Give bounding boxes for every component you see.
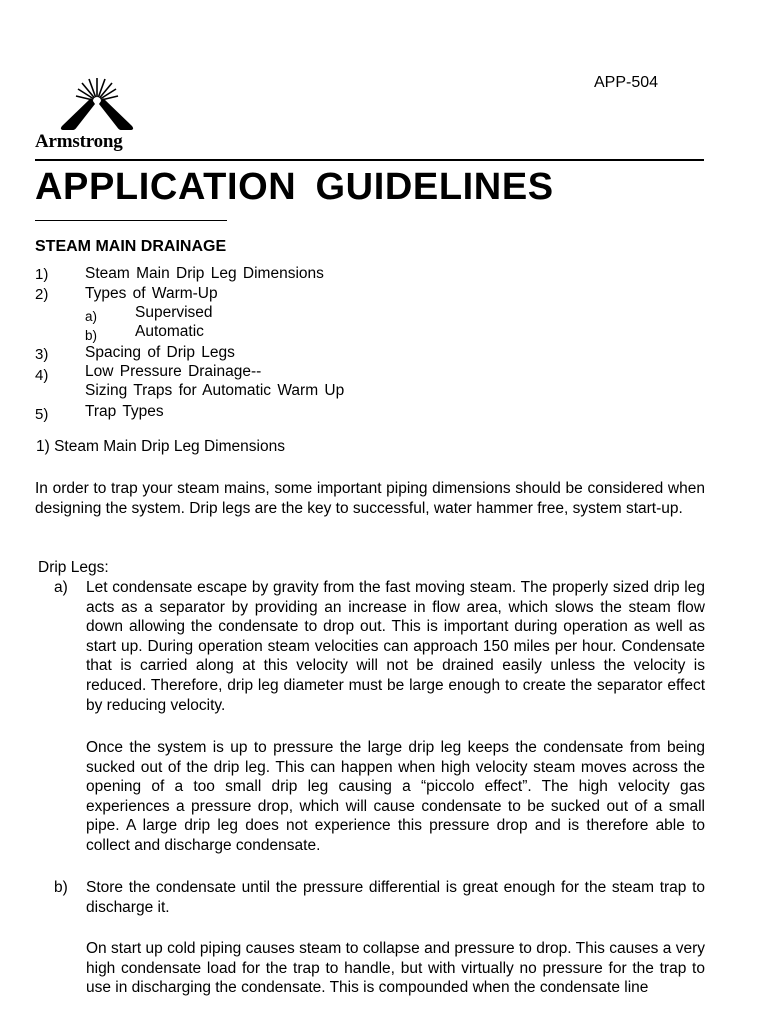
- title-underline: [35, 220, 227, 221]
- toc-item: Supervised: [135, 304, 213, 321]
- toc-item: Types of Warm-Up: [85, 285, 218, 302]
- header-rule: [35, 159, 704, 161]
- document-number: APP-504: [594, 74, 659, 91]
- toc-number: b): [85, 328, 98, 343]
- item-a-paragraph-2: Once the system is up to pressure the large drip leg keeps the condensate from being sucked out of the drip leg. This can happen when high velocity steam moves across the opening of a too small drip leg causing a “piccolo effect”. The high velocity gas experiences a pressure drop, which will cause condensate to be sucked out of a small pipe. A large drip leg does not experience this pressure drop and is therefore able to collect and discharge condensate.: [86, 739, 705, 854]
- drip-legs-label: Drip Legs:: [38, 559, 109, 576]
- item-b-paragraph: Store the condensate until the pressure differential is great enough for the steam trap to discharge it.: [86, 879, 705, 916]
- toc-item: Steam Main Drip Leg Dimensions: [85, 265, 324, 282]
- item-marker: b): [54, 879, 68, 896]
- item-a-paragraph: Let condensate escape by gravity from the fast moving steam. The properly sized drip leg acts as a separator by providing an increase in flow area, which slows the steam flow down allowing the condensate to drop out. This is important during operation as well as start up. During operation steam velocities can approach 150 miles per hour. Condensate that is carried along at this velocity will not be drained easily unless the velocity is reduced. Therefore, drip leg diameter must be large enough to create the separator effect by reducing velocity.: [86, 579, 705, 714]
- brand-name: Armstrong: [35, 131, 123, 152]
- toc-number: 1): [35, 266, 49, 283]
- toc-item: Spacing of Drip Legs: [85, 344, 235, 361]
- item-b-paragraph-2: On start up cold piping causes steam to collapse and pressure to drop. This causes a very high condensate load for the trap to handle, but with virtually no pressure for the trap to use in discharging the condensate. This is compounded when the condensate line: [86, 940, 705, 997]
- item-marker: a): [54, 579, 68, 596]
- toc-number: a): [85, 309, 98, 324]
- toc-item: Sizing Traps for Automatic Warm Up: [85, 382, 345, 399]
- toc-number: 5): [35, 406, 49, 423]
- section-heading: STEAM MAIN DRAINAGE: [35, 238, 227, 255]
- toc-item: Trap Types: [85, 403, 164, 420]
- toc-item: Low Pressure Drainage--: [85, 363, 262, 380]
- subsection-heading: 1) Steam Main Drip Leg Dimensions: [36, 438, 285, 455]
- toc-number: 2): [35, 286, 49, 303]
- page-title: APPLICATION GUIDELINES: [35, 166, 554, 208]
- intro-paragraph: In order to trap your steam mains, some important piping dimensions should be considered when designing the system. Drip legs are the key to successful, water hammer free, system start-up.: [35, 480, 705, 517]
- toc-number: 3): [35, 346, 49, 363]
- toc-item: Automatic: [135, 323, 204, 340]
- toc-number: 4): [35, 367, 49, 384]
